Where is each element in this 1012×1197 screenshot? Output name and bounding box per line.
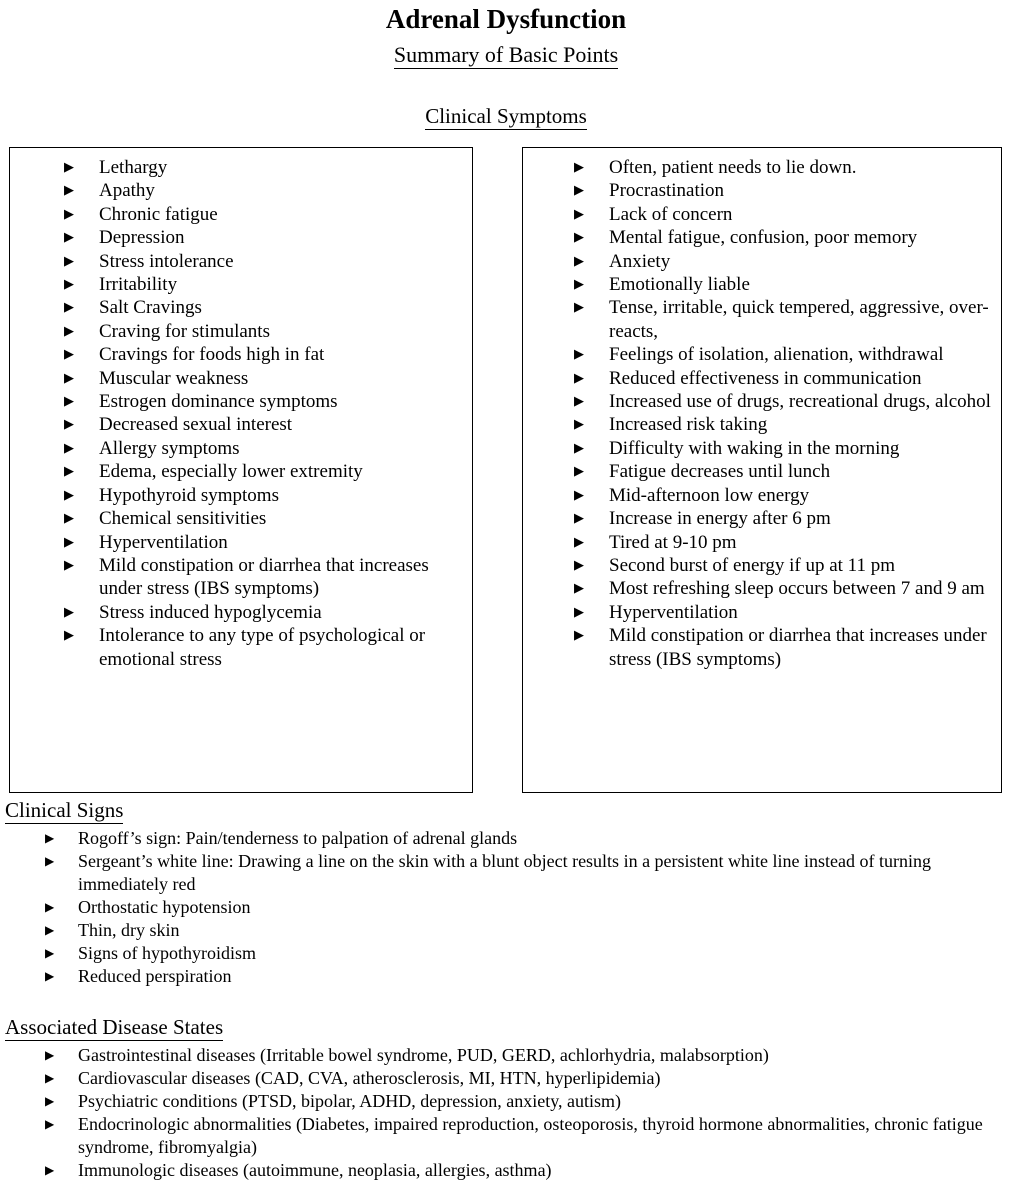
triangle-bullet-icon: ▶ — [574, 370, 584, 386]
list-item — [574, 156, 1001, 179]
list-item — [64, 531, 472, 554]
list-item — [574, 413, 1001, 436]
list-item-label: Depression — [99, 227, 185, 249]
list-item — [574, 273, 1001, 296]
list-item — [574, 390, 1001, 413]
triangle-bullet-icon: ▶ — [574, 511, 584, 527]
symptom-list-right — [523, 148, 1001, 671]
triangle-bullet-icon: ▶ — [64, 534, 74, 550]
list-item — [64, 390, 472, 413]
list-item — [574, 367, 1001, 390]
list-item-label: Emotionally liable — [609, 274, 750, 296]
list-item — [574, 250, 1001, 273]
list-item — [45, 850, 1012, 896]
triangle-bullet-icon: ▶ — [64, 323, 74, 339]
triangle-bullet-icon: ▶ — [574, 230, 584, 246]
list-item — [574, 343, 1001, 366]
list-item — [64, 460, 472, 483]
triangle-bullet-icon: ▶ — [574, 487, 584, 503]
list-item-label: Intolerance to any type of psychological or emotional stress — [99, 625, 426, 670]
triangle-bullet-icon: ▶ — [574, 347, 584, 363]
list-item-label: Gastrointestinal diseases (Irritable bowel syndrome, PUD, GERD, achlorhydria, malabsorption) — [78, 1045, 769, 1065]
triangle-bullet-icon: ▶ — [574, 534, 584, 550]
list-item-label: Estrogen dominance symptoms — [99, 391, 338, 413]
list-item-label: Signs of hypothyroidism — [78, 943, 257, 963]
list-item — [574, 554, 1001, 577]
triangle-bullet-icon: ▶ — [45, 854, 55, 868]
list-item-label: Chronic fatigue — [99, 203, 218, 225]
list-item-label: Increased use of drugs, recreational drugs, alcohol — [609, 391, 991, 413]
clinical-signs-heading — [0, 798, 1012, 822]
list-item — [574, 624, 1001, 671]
clinical-signs-list — [0, 822, 1012, 988]
triangle-bullet-icon: ▶ — [574, 557, 584, 573]
list-item-label: Mental fatigue, confusion, poor memory — [609, 227, 918, 249]
list-item-label: Immunologic diseases (autoimmune, neoplasia, allergies, asthma) — [78, 1160, 552, 1180]
triangle-bullet-icon: ▶ — [574, 183, 584, 199]
triangle-bullet-icon: ▶ — [64, 253, 74, 269]
list-item — [64, 367, 472, 390]
list-item-label: Mid-afternoon low energy — [609, 484, 810, 506]
triangle-bullet-icon: ▶ — [45, 1071, 55, 1085]
list-item-label: Endocrinologic abnormalities (Diabetes, impaired reproduction, osteoporosis, thyroid hormone abnormalities, chronic fatigue syndrome, fibromyalgia) — [78, 1114, 983, 1157]
list-item — [64, 484, 472, 507]
list-item — [64, 296, 472, 319]
page-subtitle — [0, 33, 1012, 66]
triangle-bullet-icon: ▶ — [45, 900, 55, 914]
triangle-bullet-icon: ▶ — [64, 230, 74, 246]
triangle-bullet-icon: ▶ — [64, 183, 74, 199]
triangle-bullet-icon: ▶ — [64, 557, 74, 573]
symptoms-box-right — [522, 147, 1002, 793]
list-item-label: Chemical sensitivities — [99, 508, 267, 530]
triangle-bullet-icon: ▶ — [574, 628, 584, 644]
list-item-label: Anxiety — [609, 250, 671, 272]
list-item-label: Hyperventilation — [609, 601, 738, 623]
list-item — [574, 226, 1001, 249]
triangle-bullet-icon: ▶ — [64, 440, 74, 456]
clinical-symptoms-heading — [0, 66, 1012, 129]
list-item — [45, 965, 1012, 988]
triangle-bullet-icon: ▶ — [64, 628, 74, 644]
list-item-label: Irritability — [99, 274, 178, 296]
triangle-bullet-icon: ▶ — [64, 370, 74, 386]
list-item — [574, 577, 1001, 600]
list-item-label: Most refreshing sleep occurs between 7 and 9 am — [609, 578, 985, 600]
triangle-bullet-icon: ▶ — [45, 946, 55, 960]
list-item — [64, 554, 472, 601]
triangle-bullet-icon: ▶ — [574, 160, 584, 175]
list-item-label: Mild constipation or diarrhea that increases under stress (IBS symptoms) — [609, 625, 987, 670]
triangle-bullet-icon: ▶ — [574, 604, 584, 620]
list-item — [45, 896, 1012, 919]
list-item — [64, 226, 472, 249]
triangle-bullet-icon: ▶ — [64, 347, 74, 363]
list-item — [64, 624, 472, 671]
list-item-label: Mild constipation or diarrhea that increases under stress (IBS symptoms) — [99, 554, 429, 600]
clinical-signs-section — [0, 798, 1012, 988]
triangle-bullet-icon: ▶ — [64, 300, 74, 316]
associated-disease-states-section — [0, 1015, 1012, 1182]
list-item — [45, 1113, 1012, 1159]
triangle-bullet-icon: ▶ — [64, 394, 74, 410]
triangle-bullet-icon: ▶ — [574, 300, 584, 316]
clinical-symptoms-heading-text: Clinical Symptoms — [425, 104, 587, 128]
triangle-bullet-icon: ▶ — [45, 1117, 55, 1131]
list-item — [64, 320, 472, 343]
list-item — [64, 179, 472, 202]
list-item-label: Increase in energy after 6 pm — [609, 508, 831, 530]
list-item — [574, 437, 1001, 460]
associated-disease-states-heading — [0, 1015, 1012, 1039]
list-item — [574, 179, 1001, 202]
triangle-bullet-icon: ▶ — [64, 511, 74, 527]
triangle-bullet-icon: ▶ — [45, 1163, 55, 1177]
list-item-label: Tired at 9-10 pm — [609, 531, 737, 553]
clinical-symptoms-columns — [0, 147, 1012, 793]
list-item — [45, 1090, 1012, 1113]
list-item-label: Orthostatic hypotension — [78, 897, 251, 917]
list-item — [574, 460, 1001, 483]
triangle-bullet-icon: ▶ — [574, 581, 584, 597]
list-item — [574, 601, 1001, 624]
list-item-label: Stress induced hypoglycemia — [99, 601, 322, 623]
triangle-bullet-icon: ▶ — [45, 831, 55, 845]
triangle-bullet-icon: ▶ — [574, 417, 584, 433]
list-item-label: Cravings for foods high in fat — [99, 344, 325, 366]
list-item — [574, 507, 1001, 530]
list-item-label: Rogoff’s sign: Pain/tenderness to palpation of adrenal glands — [78, 828, 518, 848]
list-item-label: Sergeant’s white line: Drawing a line on the skin with a blunt object results in a persistent white line instead of turning immediately red — [78, 851, 931, 894]
list-item — [45, 919, 1012, 942]
list-item-label: Apathy — [99, 180, 155, 202]
list-item-label: Procrastination — [609, 180, 725, 202]
list-item-label: Difficulty with waking in the morning — [609, 437, 900, 459]
list-item-label: Stress intolerance — [99, 250, 234, 272]
list-item-label: Hypothyroid symptoms — [99, 484, 279, 506]
document-header — [0, 0, 1012, 129]
list-item-label: Lack of concern — [609, 203, 733, 225]
list-item-label: Decreased sexual interest — [99, 414, 293, 436]
associated-disease-states-list — [0, 1039, 1012, 1182]
triangle-bullet-icon: ▶ — [574, 464, 584, 480]
list-item-label: Hyperventilation — [99, 531, 228, 553]
clinical-signs-heading-text: Clinical Signs — [5, 798, 124, 822]
list-item — [45, 942, 1012, 965]
list-item — [45, 1044, 1012, 1067]
list-item-label: Increased risk taking — [609, 414, 768, 436]
symptoms-box-left — [9, 147, 473, 793]
list-item — [574, 484, 1001, 507]
list-item — [64, 413, 472, 436]
list-item — [64, 156, 472, 179]
list-item-label: Fatigue decreases until lunch — [609, 461, 831, 483]
list-item-label: Tense, irritable, quick tempered, aggressive, over-reacts, — [609, 297, 989, 342]
list-item-label: Craving for stimulants — [99, 320, 270, 342]
list-item-label: Allergy symptoms — [99, 437, 240, 459]
list-item — [45, 1067, 1012, 1090]
list-item — [64, 250, 472, 273]
triangle-bullet-icon: ▶ — [574, 440, 584, 456]
triangle-bullet-icon: ▶ — [574, 394, 584, 410]
triangle-bullet-icon: ▶ — [64, 206, 74, 222]
list-item-label: Thin, dry skin — [78, 920, 180, 940]
triangle-bullet-icon: ▶ — [574, 206, 584, 222]
list-item-label: Second burst of energy if up at 11 pm — [609, 554, 896, 576]
triangle-bullet-icon: ▶ — [45, 1048, 55, 1062]
triangle-bullet-icon: ▶ — [45, 1094, 55, 1108]
list-item — [64, 437, 472, 460]
associated-disease-states-heading-text: Associated Disease States — [5, 1015, 224, 1039]
list-item-label: Lethargy — [99, 157, 168, 178]
page-subtitle-text: Summary of Basic Points — [393, 42, 619, 67]
list-item — [64, 203, 472, 226]
triangle-bullet-icon: ▶ — [64, 604, 74, 620]
list-item-label: Edema, especially lower extremity — [99, 461, 363, 483]
list-item — [64, 273, 472, 296]
list-item-label: Salt Cravings — [99, 297, 202, 319]
page-title: Adrenal Dysfunction — [385, 4, 627, 34]
list-item-label: Often, patient needs to lie down. — [609, 157, 857, 178]
triangle-bullet-icon: ▶ — [64, 277, 74, 293]
list-item — [574, 203, 1001, 226]
triangle-bullet-icon: ▶ — [64, 464, 74, 480]
list-item-label: Cardiovascular diseases (CAD, CVA, atherosclerosis, MI, HTN, hyperlipidemia) — [78, 1068, 661, 1088]
list-item-label: Feelings of isolation, alienation, withdrawal — [609, 344, 944, 366]
list-item — [45, 1159, 1012, 1182]
triangle-bullet-icon: ▶ — [45, 969, 55, 983]
list-item — [64, 507, 472, 530]
triangle-bullet-icon: ▶ — [574, 253, 584, 269]
list-item — [45, 827, 1012, 850]
triangle-bullet-icon: ▶ — [64, 487, 74, 503]
list-item-label: Reduced effectiveness in communication — [609, 367, 922, 389]
triangle-bullet-icon: ▶ — [45, 923, 55, 937]
list-item — [64, 601, 472, 624]
list-item-label: Muscular weakness — [99, 367, 249, 389]
list-item — [574, 296, 1001, 343]
list-item — [574, 531, 1001, 554]
symptom-list-left — [10, 148, 472, 671]
triangle-bullet-icon: ▶ — [64, 417, 74, 433]
list-item — [64, 343, 472, 366]
triangle-bullet-icon: ▶ — [64, 160, 74, 175]
list-item-label: Psychiatric conditions (PTSD, bipolar, ADHD, depression, anxiety, autism) — [78, 1091, 622, 1111]
list-item-label: Reduced perspiration — [78, 966, 232, 986]
triangle-bullet-icon: ▶ — [574, 277, 584, 293]
